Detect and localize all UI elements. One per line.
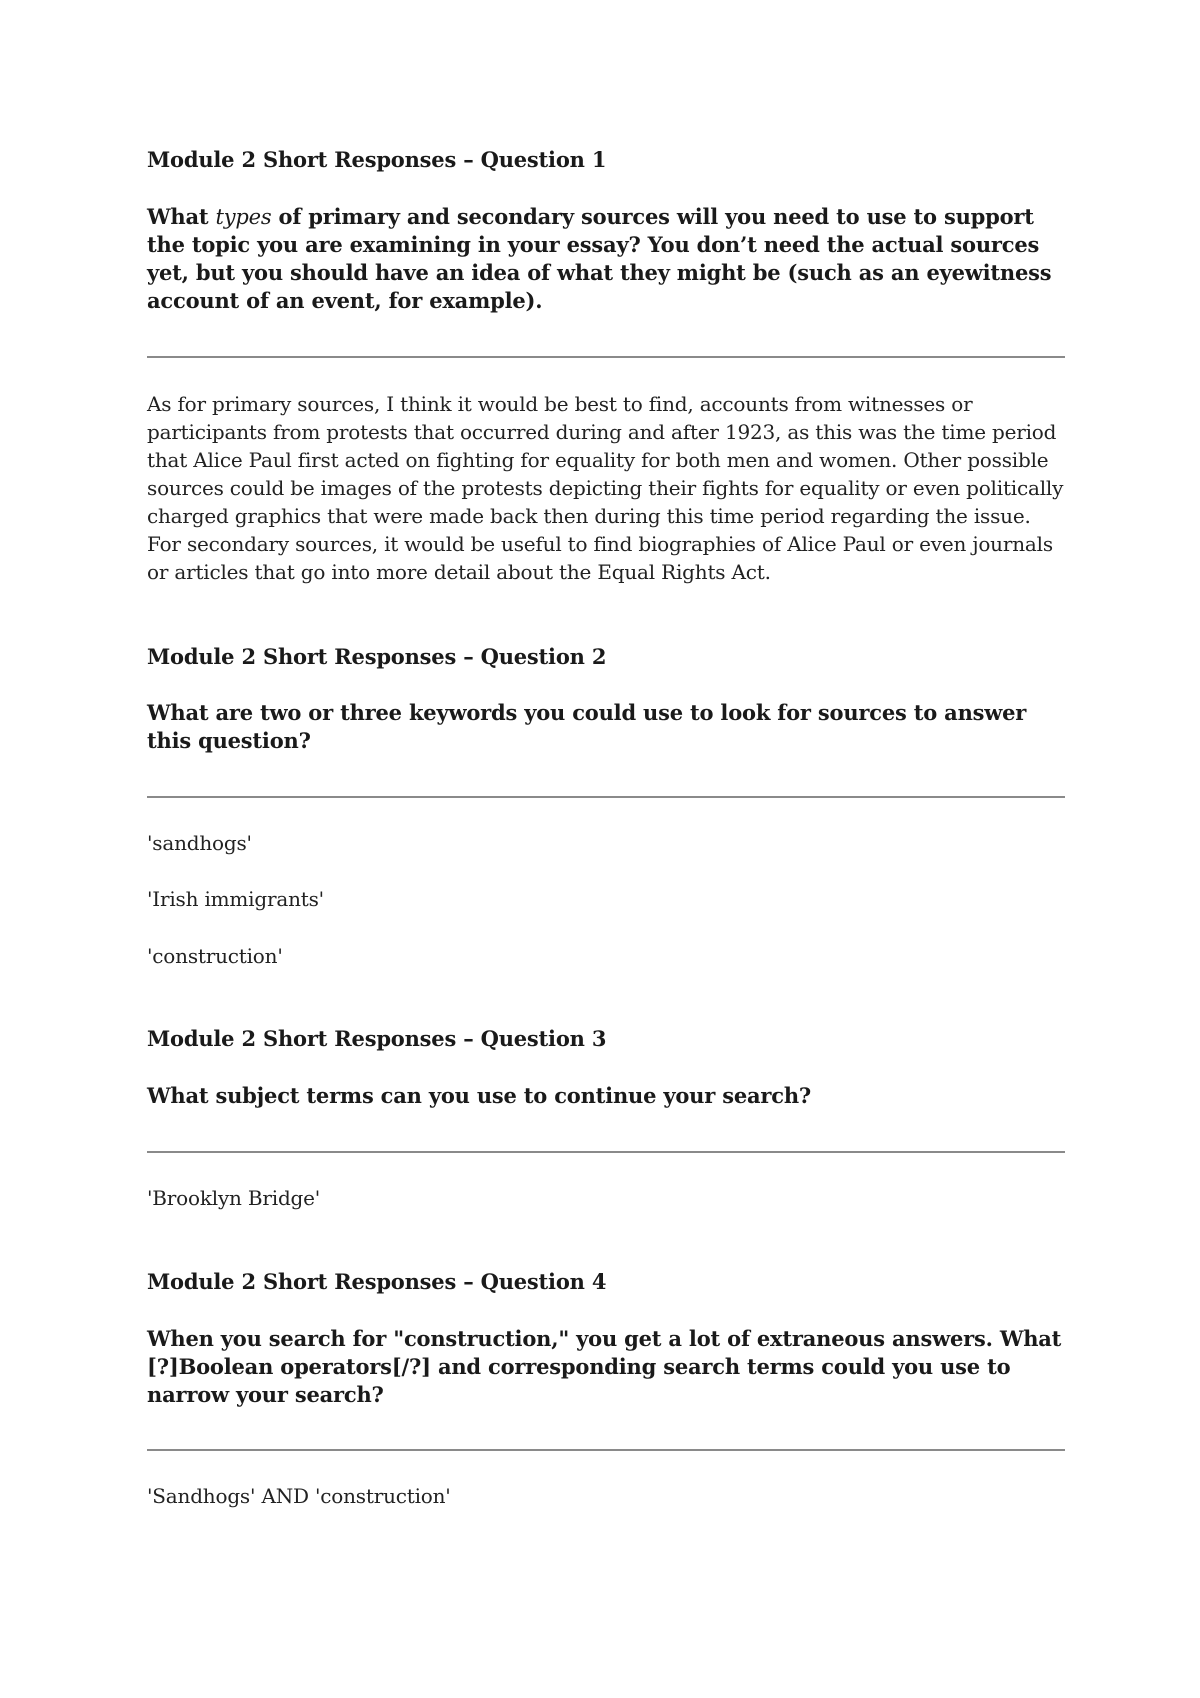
section-4-heading: Module 2 Short Responses – Question 4 [147,1269,607,1294]
section-2-answer-1: 'sandhogs' [147,831,252,855]
section-1-answer: As for primary sources, I think it would be best to find, accounts from witnesses or participants from protests that occurred during and after 1923, as this was the time period that Alice Paul first acted on fighting for equality for both men and women. Other possible sources could be images of the protests depicting their fights for equality or even politically charged graphics that were made back then during this time period regarding the issue. For secondary sources, it would be useful to find biographies of Alice Paul or even journals or articles that go into more detail about the Equal Rights Act. [147,392,1064,584]
section-3-divider [147,1151,1065,1153]
section-1-heading: Module 2 Short Responses – Question 1 [147,147,607,172]
section-3-answer-1: 'Brooklyn Bridge' [147,1186,321,1210]
section-2-answer-3: 'construction' [147,944,283,968]
section-4-answer-1: 'Sandhogs' AND 'construction' [147,1484,451,1508]
section-3-question: What subject terms can you use to continue your search? [147,1083,812,1108]
section-2-question: What are two or three keywords you could use to look for sources to answer this question? [147,700,1027,753]
section-2-divider [147,796,1065,798]
section-1-question-end: of primary and secondary sources will you need to use to support the topic you are examining in your essay? You don’t need the actual sources yet, but you should have an idea of what they might be (such as an eyewitness account of an event, for example). [147,204,1052,313]
section-1-question-start: What [147,204,216,229]
section-1-divider [147,356,1065,358]
section-2-answer-2: 'Irish immigrants' [147,887,324,911]
section-1-question [147,203,1065,315]
section-4-question: When you search for "construction," you get a lot of extraneous answers. What [?]Boolean operators[/?] and corresponding search terms could you use to narrow your search? [147,1326,1062,1407]
section-1-question-emphasis: types [215,205,272,229]
section-2-heading: Module 2 Short Responses – Question 2 [147,644,607,669]
document-page [147,0,1065,1698]
section-3-heading: Module 2 Short Responses – Question 3 [147,1026,607,1051]
section-4-divider [147,1449,1065,1451]
